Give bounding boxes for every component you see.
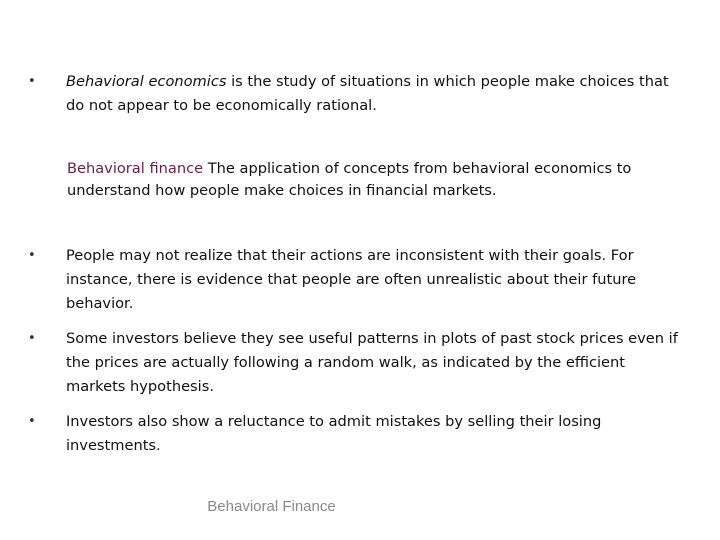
bullet-text: Some investors believe they see useful patterns in plots of past stock prices even if the prices are actually following a random walk, as indicated by the efficient markets hypothesis. bbox=[66, 330, 678, 395]
definition-body: The application of concepts from behavioral economics to understand how people make choices in financial markets. bbox=[67, 160, 632, 199]
bullet-text bbox=[66, 70, 678, 118]
term-behavioral-economics: Behavioral economics bbox=[66, 73, 227, 90]
bullet-text: People may not realize that their actions are inconsistent with their goals. For instance, there is evidence that people are often unrealistic about their future behavior. bbox=[66, 247, 637, 312]
bullet-unrealistic-behavior bbox=[28, 244, 678, 316]
bullet-marker: • bbox=[28, 414, 36, 429]
definition-body: is the study of situations in which people make choices that do not appear to be economically rational. bbox=[66, 73, 669, 114]
bullet-marker: • bbox=[28, 74, 36, 89]
definition-behavioral-finance bbox=[67, 158, 657, 202]
bullet-behavioral-economics bbox=[28, 70, 678, 118]
bullet-marker: • bbox=[28, 248, 36, 263]
footer-label: Behavioral Finance bbox=[207, 498, 336, 515]
bullet-text: Investors also show a reluctance to admit mistakes by selling their losing investments. bbox=[66, 413, 602, 454]
bullet-random-walk bbox=[28, 327, 678, 399]
term-behavioral-finance: Behavioral finance bbox=[67, 160, 204, 177]
bullet-reluctance bbox=[28, 410, 678, 458]
bullet-marker: • bbox=[28, 331, 36, 346]
